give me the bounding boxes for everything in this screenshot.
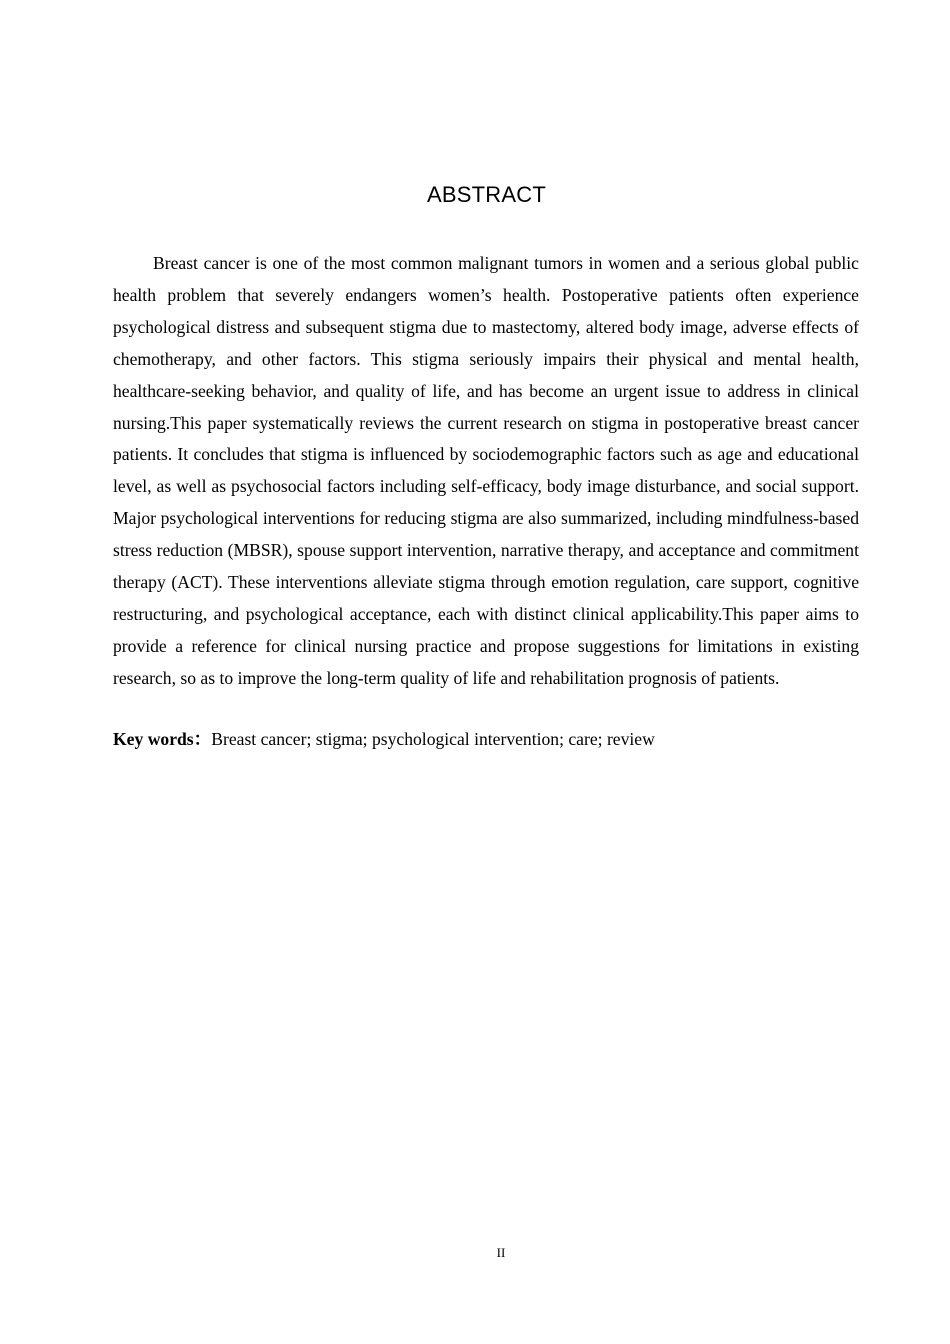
keywords-text: Breast cancer; stigma; psychological intervention; care; review (211, 729, 655, 749)
keywords-label: Key words： (113, 729, 212, 749)
page-number: II (496, 1245, 506, 1260)
abstract-paragraph: Breast cancer is one of the most common malignant tumors in women and a serious global public health problem that severely endangers women’s health. Postoperative patients often experience psychological distress and subsequent stigma due to mastectomy, altered body image, adverse effects of chemotherapy, and other factors. This stigma seriously impairs their physical and mental health, healthcare-seeking behavior, and quality of life, and has become an urgent issue to address in clinical nursing.This paper systematically reviews the current research on stigma in postoperative breast cancer patients. It concludes that stigma is influenced by sociodemographic factors such as age and educational level, as well as psychosocial factors including self-efficacy, body image disturbance, and social support. Major psychological interventions for reducing stigma are also summarized, including mindfulness-based stress reduction (MBSR), spouse support intervention, narrative therapy, and acceptance and commitment therapy (ACT). These interventions alleviate stigma through emotion regulation, care support, cognitive restructuring, and psychological acceptance, each with distinct clinical applicability.This paper aims to provide a reference for clinical nursing practice and propose suggestions for limitations in existing research, so as to improve the long-term quality of life and rehabilitation prognosis of patients. (113, 253, 859, 688)
keywords-line (113, 725, 859, 753)
abstract-title: ABSTRACT (427, 182, 546, 207)
